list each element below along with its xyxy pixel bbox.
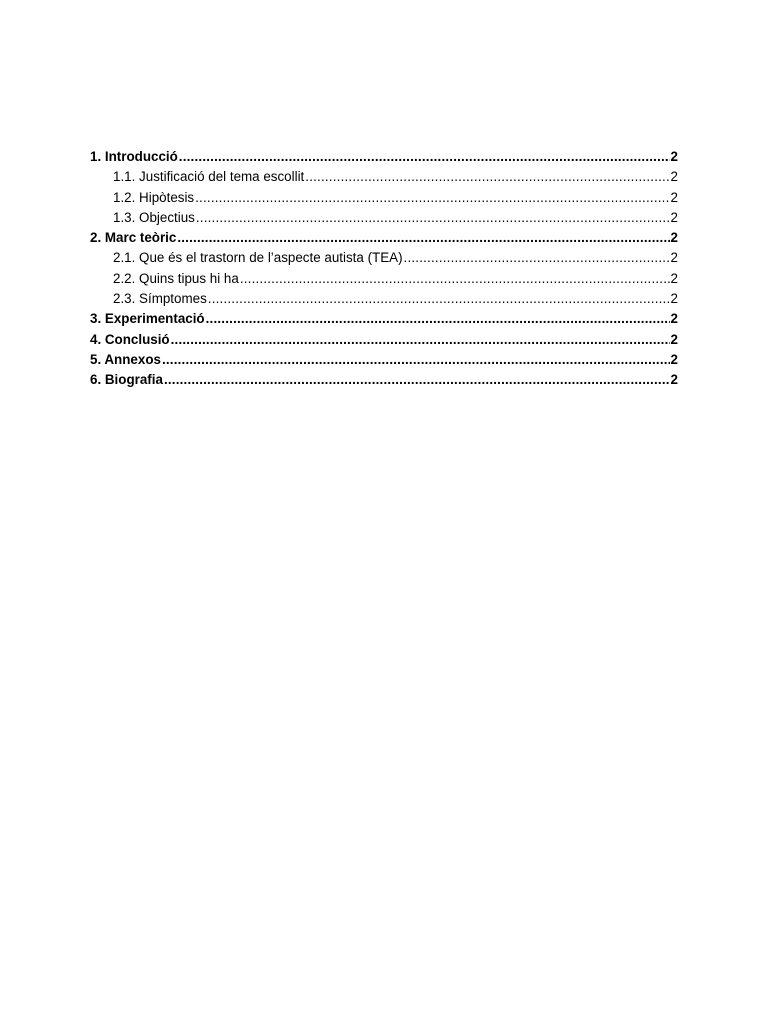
toc-entry-label: 1.2. Hipòtesis	[113, 189, 195, 205]
toc-entry-label: 1. Introducció	[90, 149, 178, 164]
toc-entry[interactable]	[90, 147, 678, 167]
toc-entry-label: 3. Experimentació	[90, 311, 205, 327]
table-of-contents	[90, 147, 678, 391]
toc-dot-leader	[162, 350, 670, 370]
toc-dot-leader	[404, 248, 670, 268]
toc-entry[interactable]	[90, 289, 678, 309]
toc-entry-label: 2.3. Símptomes	[113, 291, 207, 307]
toc-entry[interactable]	[90, 248, 678, 268]
toc-page-number: 2	[670, 372, 678, 388]
toc-entry-label: 1.1. Justificació del tema escollit	[113, 169, 305, 185]
toc-page-number: 2	[670, 149, 678, 164]
toc-entry[interactable]	[90, 188, 678, 208]
toc-entry-label: 6. Biografia	[90, 372, 163, 388]
toc-entry[interactable]	[90, 330, 678, 350]
toc-page-number: 2	[670, 270, 678, 286]
toc-dot-leader	[206, 309, 670, 329]
toc-entry[interactable]	[90, 167, 678, 187]
toc-entry-label: 5. Annexos	[90, 351, 161, 367]
toc-entry[interactable]	[90, 228, 678, 248]
toc-page-number: 2	[670, 250, 678, 266]
toc-dot-leader	[208, 289, 670, 309]
toc-dot-leader	[164, 370, 670, 390]
toc-page-number: 2	[670, 209, 678, 225]
toc-dot-leader	[195, 188, 669, 208]
toc-dot-leader	[171, 330, 670, 350]
toc-page-number: 2	[670, 351, 678, 367]
toc-entry[interactable]	[90, 370, 678, 390]
toc-page-number: 2	[670, 189, 678, 205]
toc-entry[interactable]	[90, 350, 678, 370]
toc-entry[interactable]	[90, 309, 678, 329]
toc-entry-label: 2.1. Que és el trastorn de l’aspecte autista (TEA)	[113, 250, 403, 266]
toc-entry-label: 2.2. Quins tipus hi ha	[113, 270, 239, 286]
toc-dot-leader	[240, 269, 670, 289]
toc-entry-label: 1.3. Objectius	[113, 209, 195, 225]
toc-page-number: 2	[670, 169, 678, 185]
toc-dot-leader	[177, 228, 669, 248]
toc-entry-label: 2. Marc teòric	[90, 230, 177, 246]
toc-entry-label: 4. Conclusió	[90, 331, 170, 347]
toc-dot-leader	[196, 208, 670, 228]
toc-page-number: 2	[670, 331, 678, 347]
toc-dot-leader	[305, 167, 669, 187]
toc-dot-leader	[179, 147, 670, 167]
toc-page-number: 2	[670, 311, 678, 327]
toc-entry[interactable]	[90, 269, 678, 289]
toc-page-number: 2	[670, 230, 678, 246]
toc-entry[interactable]	[90, 208, 678, 228]
toc-page-number: 2	[670, 291, 678, 307]
